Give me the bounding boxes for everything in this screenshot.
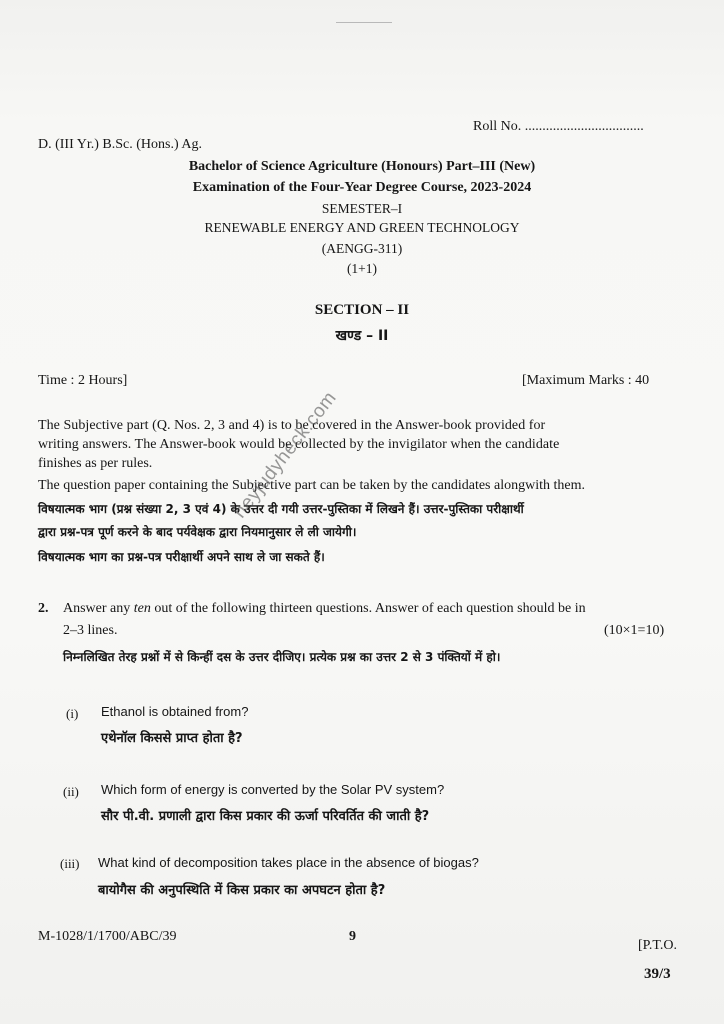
instruction-line: The question paper containing the Subjective part can be taken by the candidates alongwith them. — [38, 478, 585, 493]
question-text-part: Answer any — [63, 601, 134, 616]
degree-title: Bachelor of Science Agriculture (Honours) Part–III (New) — [188, 159, 536, 174]
subquestion-number: (i) — [66, 706, 79, 721]
instruction-line: finishes as per rules. — [38, 456, 153, 471]
credit-hours: (1+1) — [346, 261, 378, 276]
instruction-line-hindi: द्वारा प्रश्न-पत्र पूर्ण करने के बाद पर्यवेक्षक द्वारा नियमानुसार ले ली जायेगी। — [38, 525, 357, 539]
course-code: D. (III Yr.) B.Sc. (Hons.) Ag. — [38, 137, 202, 152]
subquestion-text-hindi: सौर पी.वी. प्रणाली द्वारा किस प्रकार की ऊर्जा परिवर्तित की जाती है? — [101, 809, 430, 824]
question-text-emphasis: ten — [133, 601, 151, 616]
subquestion-text: Ethanol is obtained from? — [101, 704, 249, 719]
watermark-text: heyjudyheck.com — [229, 387, 341, 523]
subquestion-number: (ii) — [63, 784, 79, 799]
subquestion-text-hindi: बायोगैस की अनुपस्थिति में किस प्रकार का अपघटन होता है? — [98, 883, 386, 898]
instruction-line-hindi: विषयात्मक भाग (प्रश्न संख्या 2, 3 एवं 4) के उत्तर दी गयी उत्तर-पुस्तिका में लिखने हैं। उत्तर-पुस्तिका परीक्षार्थी — [38, 502, 524, 516]
section-heading-hindi: खण्ड – II — [335, 328, 389, 344]
question-text-hindi: निम्नलिखित तेरह प्रश्नों में से किन्हीं दस के उत्तर दीजिए। प्रत्येक प्रश्न का उत्तर 2 से 3 पंक्तियों में हो। — [63, 650, 501, 664]
please-turn-over: [P.T.O. — [638, 938, 678, 953]
instruction-line: writing answers. The Answer-book would be collected by the invigilator when the candidate — [38, 437, 560, 452]
subject-title: RENEWABLE ENERGY AND GREEN TECHNOLOGY — [204, 220, 520, 235]
subquestion-text: Which form of energy is converted by the Solar PV system? — [101, 782, 445, 797]
question-number: 2. — [38, 601, 49, 616]
instruction-line-hindi: विषयात्मक भाग का प्रश्न-पत्र परीक्षार्थी अपने साथ ले जा सकते हैं। — [38, 550, 325, 564]
maximum-marks: [Maximum Marks : 40 — [522, 373, 650, 388]
instruction-line: The Subjective part (Q. Nos. 2, 3 and 4) is to be covered in the Answer-book provided for — [38, 418, 546, 433]
roll-number-field: Roll No. .................................. — [473, 119, 644, 134]
question-text — [63, 601, 586, 617]
examination-title: Examination of the Four-Year Degree Course, 2023-2024 — [192, 180, 532, 195]
question-text-line2: 2–3 lines. — [63, 623, 118, 638]
subject-code: (AENGG-311) — [321, 241, 403, 256]
subquestion-text: What kind of decomposition takes place in the absence of biogas? — [98, 855, 479, 870]
paper-code: M-1028/1/1700/ABC/39 — [38, 929, 177, 944]
question-text-part: out of the following thirteen questions. Answer of each question should be in — [150, 601, 586, 616]
time-allowed: Time : 2 Hours] — [38, 373, 128, 388]
subquestion-text-hindi: एथेनॉल किससे प्राप्त होता है? — [101, 731, 243, 746]
semester-label: SEMESTER–I — [321, 201, 403, 216]
sheet-number: 39/3 — [644, 966, 671, 982]
subquestion-number: (iii) — [60, 856, 80, 871]
section-heading: SECTION – II — [314, 302, 410, 318]
question-marks: (10×1=10) — [604, 623, 665, 638]
page-number: 9 — [349, 929, 356, 944]
top-divider — [336, 22, 392, 23]
